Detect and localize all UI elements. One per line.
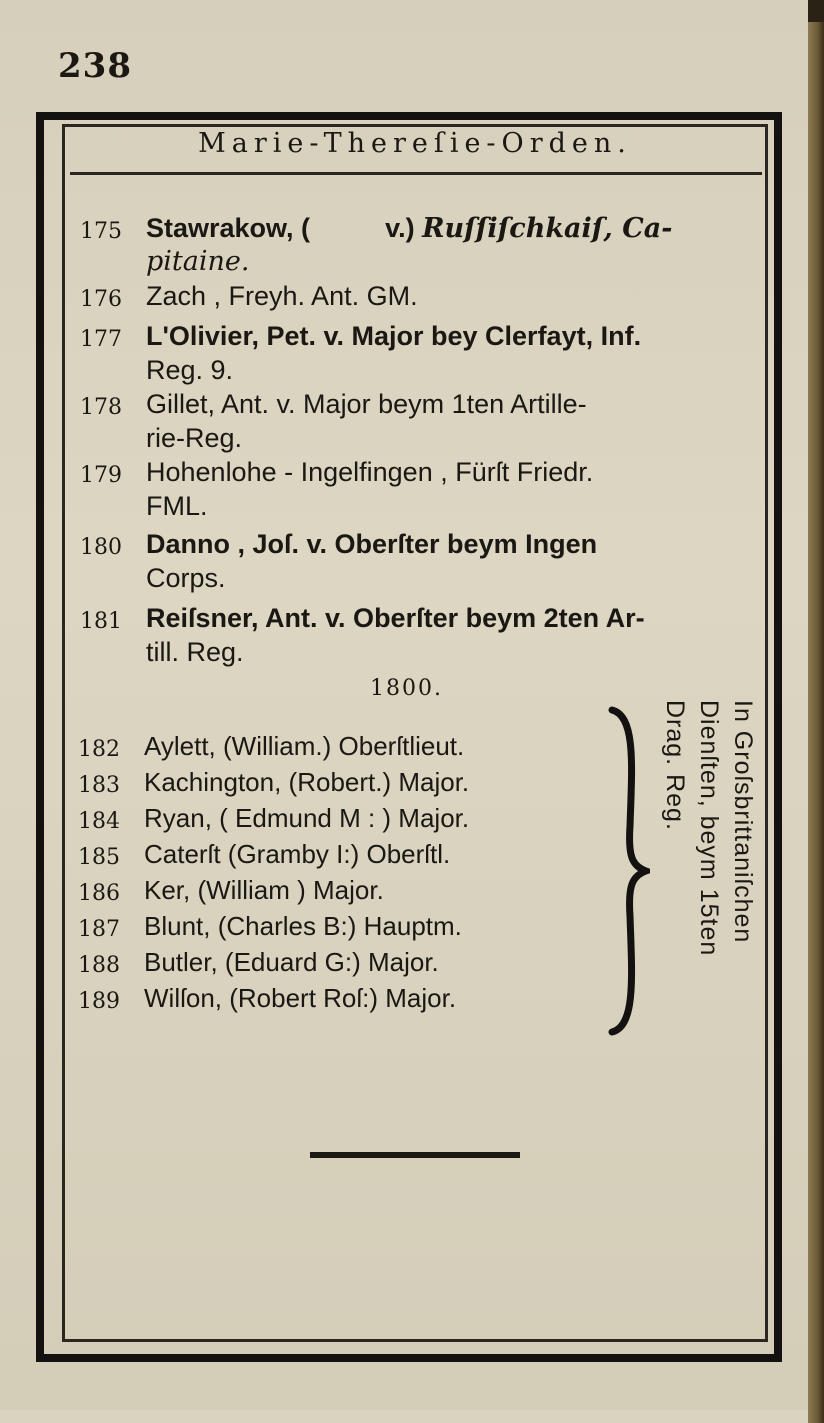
entry-name: Stawrakow, ( [146, 213, 311, 243]
entry-number: 185 [78, 845, 120, 870]
entry-italic: Ruſſiſchkaiſ, Ca- [422, 213, 673, 244]
entry-text: Ker, (William ) Major. [144, 875, 384, 905]
entry-number: 177 [80, 327, 122, 352]
entry-number: 187 [78, 917, 120, 942]
curly-brace [606, 706, 650, 1036]
entry-number: 180 [80, 535, 122, 560]
entry-text: Blunt, (Charles B:) Hauptm. [144, 911, 462, 941]
book-spine [808, 0, 824, 1423]
side-note [650, 700, 760, 1040]
entry-text: Danno , Joſ. v. Oberſter beym Ingen [146, 529, 598, 559]
entry-text: Ryan, ( Edmund M : ) Major. [144, 803, 470, 833]
year-heading: 1800. [370, 676, 443, 701]
entry-text: Kachington, (Robert.) Major. [144, 767, 470, 797]
entry-continuation: pitaine. [146, 246, 250, 277]
entry-text: L'Olivier, Pet. v. Major bey Clerfayt, Inf. [146, 321, 642, 351]
entry-text: Butler, (Eduard G:) Major. [144, 947, 439, 977]
entry-number: 186 [78, 881, 120, 906]
entry-continuation: till. Reg. [146, 637, 244, 667]
entry-number: 182 [78, 737, 120, 762]
page-title: Marie-Thereſie-Orden. [198, 128, 632, 159]
entry-number: 176 [80, 287, 122, 312]
entry-number: 179 [80, 463, 122, 488]
entry-continuation: rie-Reg. [146, 423, 243, 453]
entry-continuation: FML. [146, 491, 208, 521]
entry-text: Zach , Freyh. Ant. GM. [146, 281, 418, 311]
entry-number: 178 [80, 395, 122, 420]
side-note-line1: In Groſsbrittaniſchen [729, 700, 757, 944]
entry-text: Aylett, (William.) Oberſtlieut. [144, 731, 465, 761]
closing-rule [310, 1152, 520, 1158]
entry-number: 183 [78, 773, 120, 798]
entry-number: 184 [78, 809, 120, 834]
header-rule [70, 172, 762, 175]
entry-text: Reiſsner, Ant. v. Oberſter beym 2ten Ar- [146, 603, 645, 633]
entry-text: Caterſt (Gramby I:) Oberſtl. [144, 839, 451, 869]
side-note-line3: Drag. Reg. [661, 700, 689, 831]
entry-text: Hohenlohe - Ingelfingen , Fürſt Friedr. [146, 457, 594, 487]
entry-text: Wilſon, (Robert Roſ:) Major. [144, 983, 457, 1013]
book-spine-top [808, 0, 824, 22]
entry-number: 188 [78, 953, 120, 978]
entry-number: 175 [80, 219, 122, 244]
entry-number: 189 [78, 989, 120, 1014]
entry-continuation: Corps. [146, 563, 226, 593]
side-note-line2: Dienſten, beym 15ten [695, 700, 723, 957]
page-number: 238 [58, 46, 132, 86]
entry-text: Gillet, Ant. v. Major beym 1ten Artille- [146, 389, 587, 419]
entry-continuation: Reg. 9. [146, 355, 234, 385]
entry-number: 181 [80, 609, 122, 634]
entry-suffix: v.) [385, 213, 415, 243]
entry-text [146, 212, 672, 245]
